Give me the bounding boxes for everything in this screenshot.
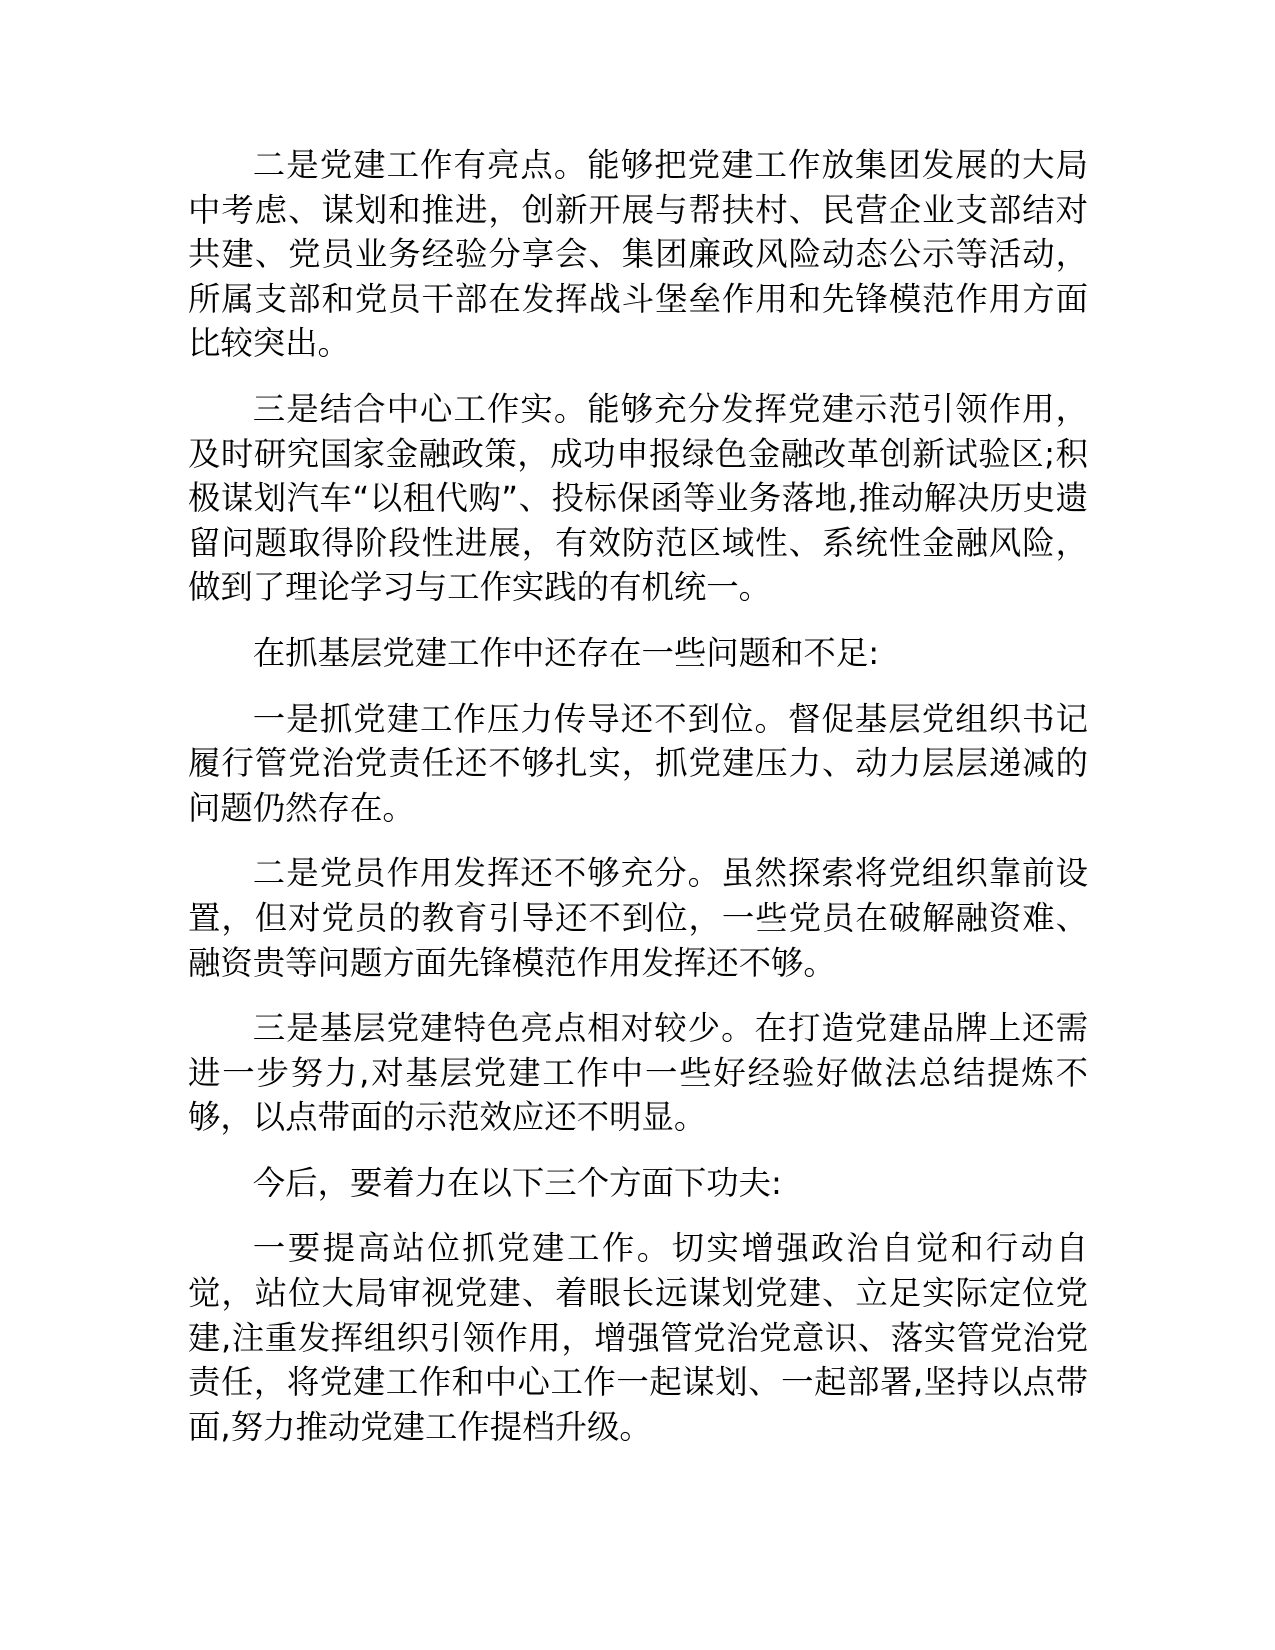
document-body	[188, 143, 1088, 1470]
paragraph-future-intro: 今后，要着力在以下三个方面下功夫:	[252, 1163, 782, 1202]
paragraph-central-work-integration: 三是结合中心工作实。能够充分发挥党建示范引领作用，及时研究国家金融政策，成功申报绿色金融改革创新试验区;积极谋划汽车“以租代购”、投标保函等业务落地,推动解决历史遗留问题取得阶段性进展，有效防范区域性、系统性金融风险，做到了理论学习与工作实践的有机统一。	[188, 389, 1088, 607]
paragraph-member-role: 二是党员作用发挥还不够充分。虽然探索将党组织靠前设置，但对党员的教育引导还不到位，一些党员在破解融资难、融资贵等问题方面先锋模范作用发挥还不够。	[188, 854, 1088, 982]
paragraph-raise-position: 一要提高站位抓党建工作。切实增强政治自觉和行动自觉，站位大局审视党建、着眼长远谋划党建、立足实际定位党建,注重发挥组织引领作用，增强管党治党意识、落实管党治党责任，将党建工作和中心工作一起谋划、一起部署,坚持以点带面,努力推动党建工作提档升级。	[188, 1229, 1088, 1446]
paragraph-pressure-transmission: 一是抓党建工作压力传导还不到位。督促基层党组织书记履行管党治党责任还不够扎实，抓党建压力、动力层层递减的问题仍然存在。	[188, 699, 1088, 827]
paragraph-featured-highlights: 三是基层党建特色亮点相对较少。在打造党建品牌上还需进一步努力,对基层党建工作中一些好经验好做法总结提炼不够，以点带面的示范效应还不明显。	[188, 1009, 1088, 1137]
paragraph-problems-intro: 在抓基层党建工作中还存在一些问题和不足:	[252, 633, 880, 672]
paragraph-party-building-highlights: 二是党建工作有亮点。能够把党建工作放集团发展的大局中考虑、谋划和推进，创新开展与帮扶村、民营企业支部结对共建、党员业务经验分享会、集团廉政风险动态公示等活动，所属支部和党员干部在发挥战斗堡垒作用和先锋模范作用方面比较突出。	[188, 146, 1088, 363]
